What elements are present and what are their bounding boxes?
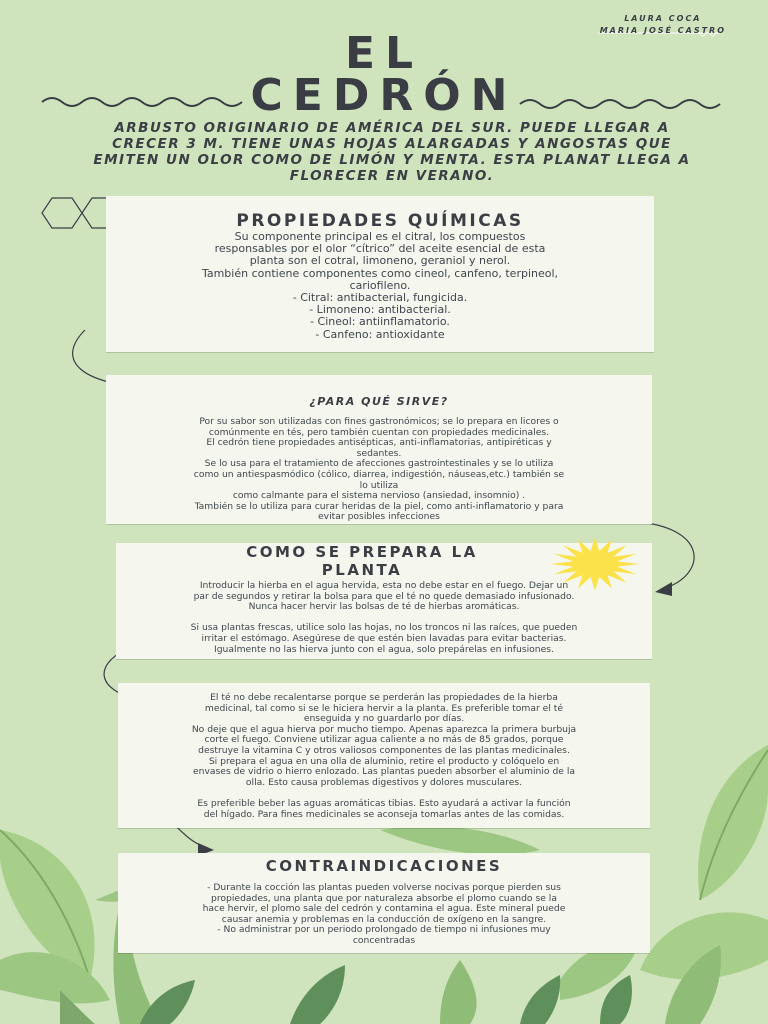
text-line: También contiene componentes como cineol, canfeno, terpineol,: [201, 266, 559, 280]
contraindicaciones-text: [118, 883, 650, 947]
card-contraindicaciones: [118, 853, 650, 953]
text-line: evitar posibles infecciones: [318, 511, 440, 523]
text-line: También se lo utiliza para curar heridas de la piel, como anti-inflamatorio y para: [194, 500, 564, 512]
text-line: Nunca hacer hervir las bolsas de té de hierbas aromáticas.: [248, 601, 520, 613]
text-line: enseguida y no guardarlo por días.: [303, 713, 465, 725]
text-line: El cedrón tiene propiedades antisépticas, anti-inflamatorias, antipiréticas y: [206, 437, 552, 449]
text-line: como calmante para el sistema nervioso (ansiedad, insomnio) .: [232, 490, 526, 502]
text-line: concentradas: [352, 934, 416, 946]
text-line: Si usa plantas frescas, utilice solo las hojas, no los troncos ni las raíces, que pueden: [190, 622, 578, 634]
card-propiedades: [106, 196, 654, 352]
text-line: No deje que el agua hierva por mucho tiempo. Apenas aparezca la primera burbuja: [191, 723, 577, 735]
text-line: propiedades, una planta que por naturaleza absorbe el plomo cuando se la: [211, 892, 557, 904]
card-consejos: [118, 683, 650, 828]
text-line: como un antiespasmódico (cólico, diarrea, indigestión, náuseas,etc.) también se: [193, 468, 565, 480]
text-line: destruye la vitamina C y otros valiosos componentes de las plantas medicinales.: [198, 744, 570, 756]
text-line: sedantes.: [356, 447, 402, 459]
text-line: Su componente principal es el citral, los compuestos: [234, 230, 526, 243]
text-line: planta son el cotral, limoneno, geraniol y nerol.: [249, 254, 511, 268]
text-line: El té no debe recalentarse porque se perderán las propiedades de la hierba: [210, 692, 558, 703]
text-line: comúnmente en tés, pero también cuentan con propiedades medicinales.: [208, 426, 550, 438]
text-line: - Citral: antibacterial, fungicida.: [292, 291, 468, 305]
text-line: corte el fuego. Conviene utilizar agua caliente a no más de 85 grados, porque: [204, 734, 564, 746]
text-line: - Canfeno: antioxidante: [315, 327, 445, 341]
title-line-2: CEDRÓN: [250, 70, 518, 121]
text-line: - Durante la cocción las plantas pueden volverse nocivas porque pierden sus: [207, 882, 561, 893]
text-line: olla. Esto causa problemas digestivos y dolores musculares.: [245, 776, 523, 788]
intro-text: ARBUSTO ORIGINARIO DE AMÉRICA DEL SUR. PUEDE LLEGAR A CRECER 3 M. TIENE UNAS HOJAS ALARGADAS Y ANGOSTAS QUE EMITEN UN OLOR COMO DE LIMÓN Y MENTA. ESTA PLANAT LLEGA A FLORECER EN VERANO.: [93, 120, 691, 184]
author-2: MARIA JOSÉ CASTRO: [599, 26, 726, 35]
text-line: Si prepara el agua en una olla de aluminio, retire el producto y colóquelo en: [208, 755, 560, 767]
text-line: Se lo usa para el tratamiento de afecciones gastrointestinales y se lo utiliza: [204, 458, 554, 470]
text-line: responsables por el olor “cítrico” del aceite esencial de esta: [214, 242, 546, 256]
text-line: lo utiliza: [359, 479, 399, 491]
text-line: - Limoneno: antibacterial.: [309, 303, 451, 317]
heading-propiedades: PROPIEDADES QUÍMICAS: [236, 211, 524, 231]
heading-para-que-sirve: ¿PARA QUÉ SIRVE?: [309, 395, 449, 408]
text-line: causar anemia y problemas en la conducción de oxígeno en la sangre.: [221, 913, 547, 925]
heading-como-se-prepara-1: COMO SE PREPARA LA: [246, 543, 478, 561]
como-se-prepara-text: [116, 581, 652, 655]
consejos-text: [118, 693, 650, 820]
heading-contraindicaciones: CONTRAINDICACIONES: [265, 857, 503, 875]
sun-burst-icon: [545, 536, 645, 592]
para-que-sirve-text: [106, 417, 652, 523]
title-line-1: EL: [344, 28, 424, 79]
author-1: LAURA COCA: [624, 14, 702, 23]
text-line: - No administrar por un periodo prolongado de tiempo ni infusiones muy: [217, 924, 551, 936]
text-line: par de segundos y retirar la bolsa para que el té no quede demasiado infusionado.: [193, 590, 575, 602]
text-line: Es preferible beber las aguas aromáticas tibias. Esto ayudará a activar la función: [197, 797, 571, 809]
text-line: Por su sabor son utilizadas con fines gastronómicos; se lo prepara en licores o: [199, 416, 559, 427]
text-line: Igualmente no las hierva junto con el agua, solo prepárelas en infusiones.: [214, 643, 554, 655]
text-line: envases de vidrio o hierro enlozado. Las plantas pueden absorber el aluminio de la: [192, 766, 576, 778]
text-line: - Cineol: antiinflamatorio.: [310, 315, 450, 329]
text-line: hace hervir, el plomo sale del cedrón y contamina el agua. Este mineral puede: [202, 903, 566, 915]
text-line: Introducir la hierba en el agua hervida, esta no debe estar en el fuego. Dejar un: [199, 580, 569, 591]
text-line: del hígado. Para fines medicinales se aconseja tomarlas antes de las comidas.: [203, 808, 565, 820]
text-line: irritar el estómago. Asegúrese de que estén bien lavadas para evitar bacterias.: [201, 632, 567, 644]
propiedades-text: [106, 231, 654, 341]
text-line: cariofileno.: [349, 278, 411, 292]
heading-como-se-prepara-2: PLANTA: [321, 561, 403, 579]
text-line: medicinal, tal como si se le hiciera hervir a la planta. Es preferible tomar el té: [204, 702, 564, 714]
card-para-que-sirve: [106, 375, 652, 524]
